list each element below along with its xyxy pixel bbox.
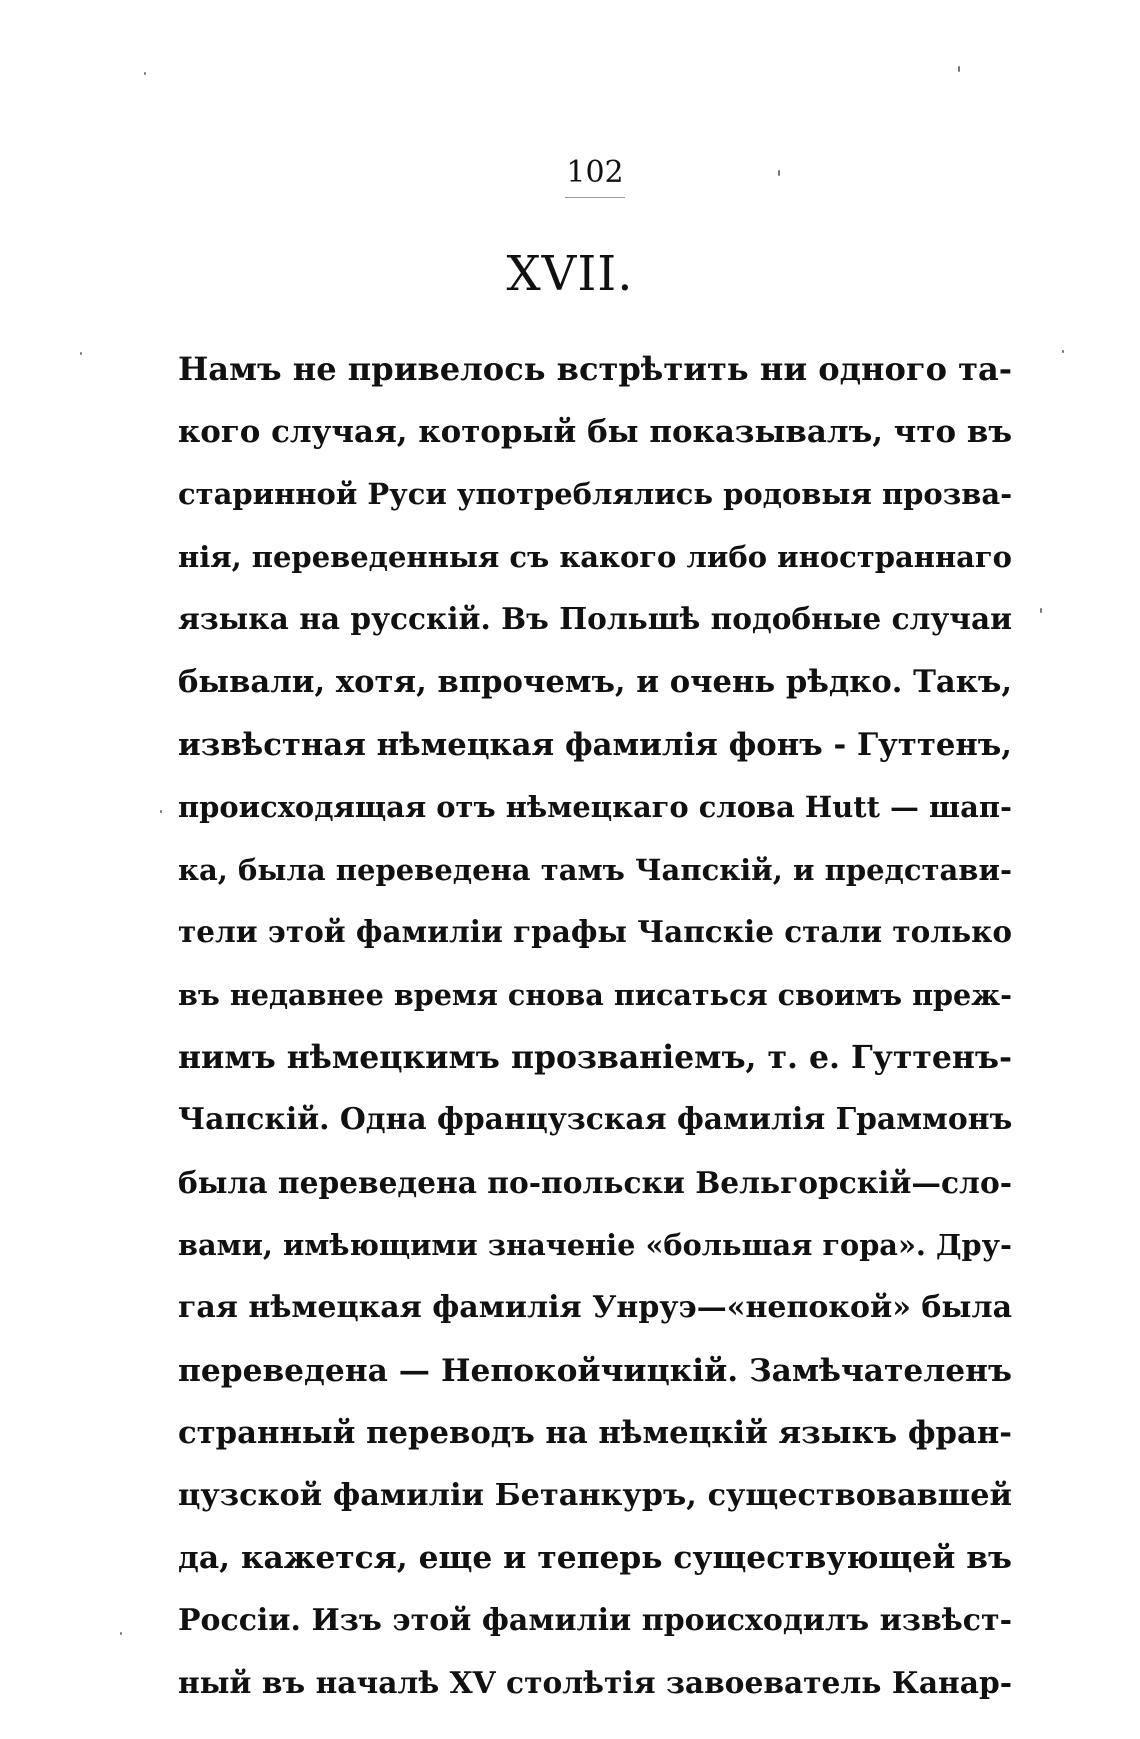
scan-speck — [778, 170, 780, 176]
text-line: въ недавнее время снова писаться своимъ преж- — [178, 977, 1012, 1012]
text-line: Намъ не привелось встрѣтить ни одного та- — [178, 350, 1013, 388]
text-line: переведена — Непокойчицкій. Замѣчателенъ — [178, 1352, 1012, 1389]
text-line: странный переводъ на нѣмецкій языкъ фран- — [178, 1415, 1012, 1452]
body-paragraph — [178, 338, 1012, 1715]
scan-speck — [958, 66, 960, 72]
text-line: Чапскій. Одна французская фамилія Граммонъ — [178, 1102, 1013, 1138]
scan-speck — [160, 810, 162, 813]
scan-speck — [80, 352, 82, 355]
scan-speck — [120, 1632, 122, 1635]
chapter-heading: XVII. — [506, 246, 634, 302]
text-line: ный въ началѣ XV столѣтія завоеватель Канар- — [178, 1665, 1012, 1701]
text-line: старинной Руси употреблялись родовыя прозва- — [178, 477, 1013, 512]
scan-speck — [1062, 350, 1064, 353]
text-line: ка, была переведена тамъ Чапскій, и представи- — [178, 852, 1012, 887]
text-line: цузской фамиліи Бетанкуръ, существовавшей — [178, 1477, 1012, 1513]
page-number-underline — [565, 197, 625, 198]
text-line: кого случая, который бы показывалъ, что въ — [178, 413, 1012, 450]
text-line: языка на русскій. Въ Польшѣ подобные случаи — [178, 601, 1012, 637]
text-line: извѣстная нѣмецкая фамилія фонъ - Гуттенъ, — [178, 726, 1012, 763]
text-line: тели этой фамиліи графы Чапскіе стали только — [178, 914, 1013, 950]
text-line: гая нѣмецкая фамилія Унруэ—«непокой» была — [178, 1289, 1012, 1325]
text-line: была переведена по-польски Вельгорскій—сло- — [178, 1164, 1012, 1200]
text-line: нія, переведенныя съ какого либо иностраннаго — [178, 539, 1012, 574]
text-line: нимъ нѣмецкимъ прозваніемъ, т. е. Гуттенъ- — [178, 1038, 1012, 1076]
text-line: Россіи. Изъ этой фамиліи происходилъ извѣст- — [178, 1602, 1012, 1638]
text-line: происходящая отъ нѣмецкаго слова Hutt — шап- — [178, 790, 1012, 825]
scan-speck — [144, 72, 146, 75]
text-line: вами, имѣющими значеніе «большая гора». Дру- — [178, 1228, 1012, 1263]
page-number: 102 — [566, 155, 624, 190]
scan-speck — [1040, 608, 1042, 613]
text-line: бывали, хотя, впрочемъ, и очень рѣдко. Такъ, — [178, 663, 1012, 700]
text-line: да, кажется, еще и теперь существующей въ — [178, 1540, 1012, 1577]
